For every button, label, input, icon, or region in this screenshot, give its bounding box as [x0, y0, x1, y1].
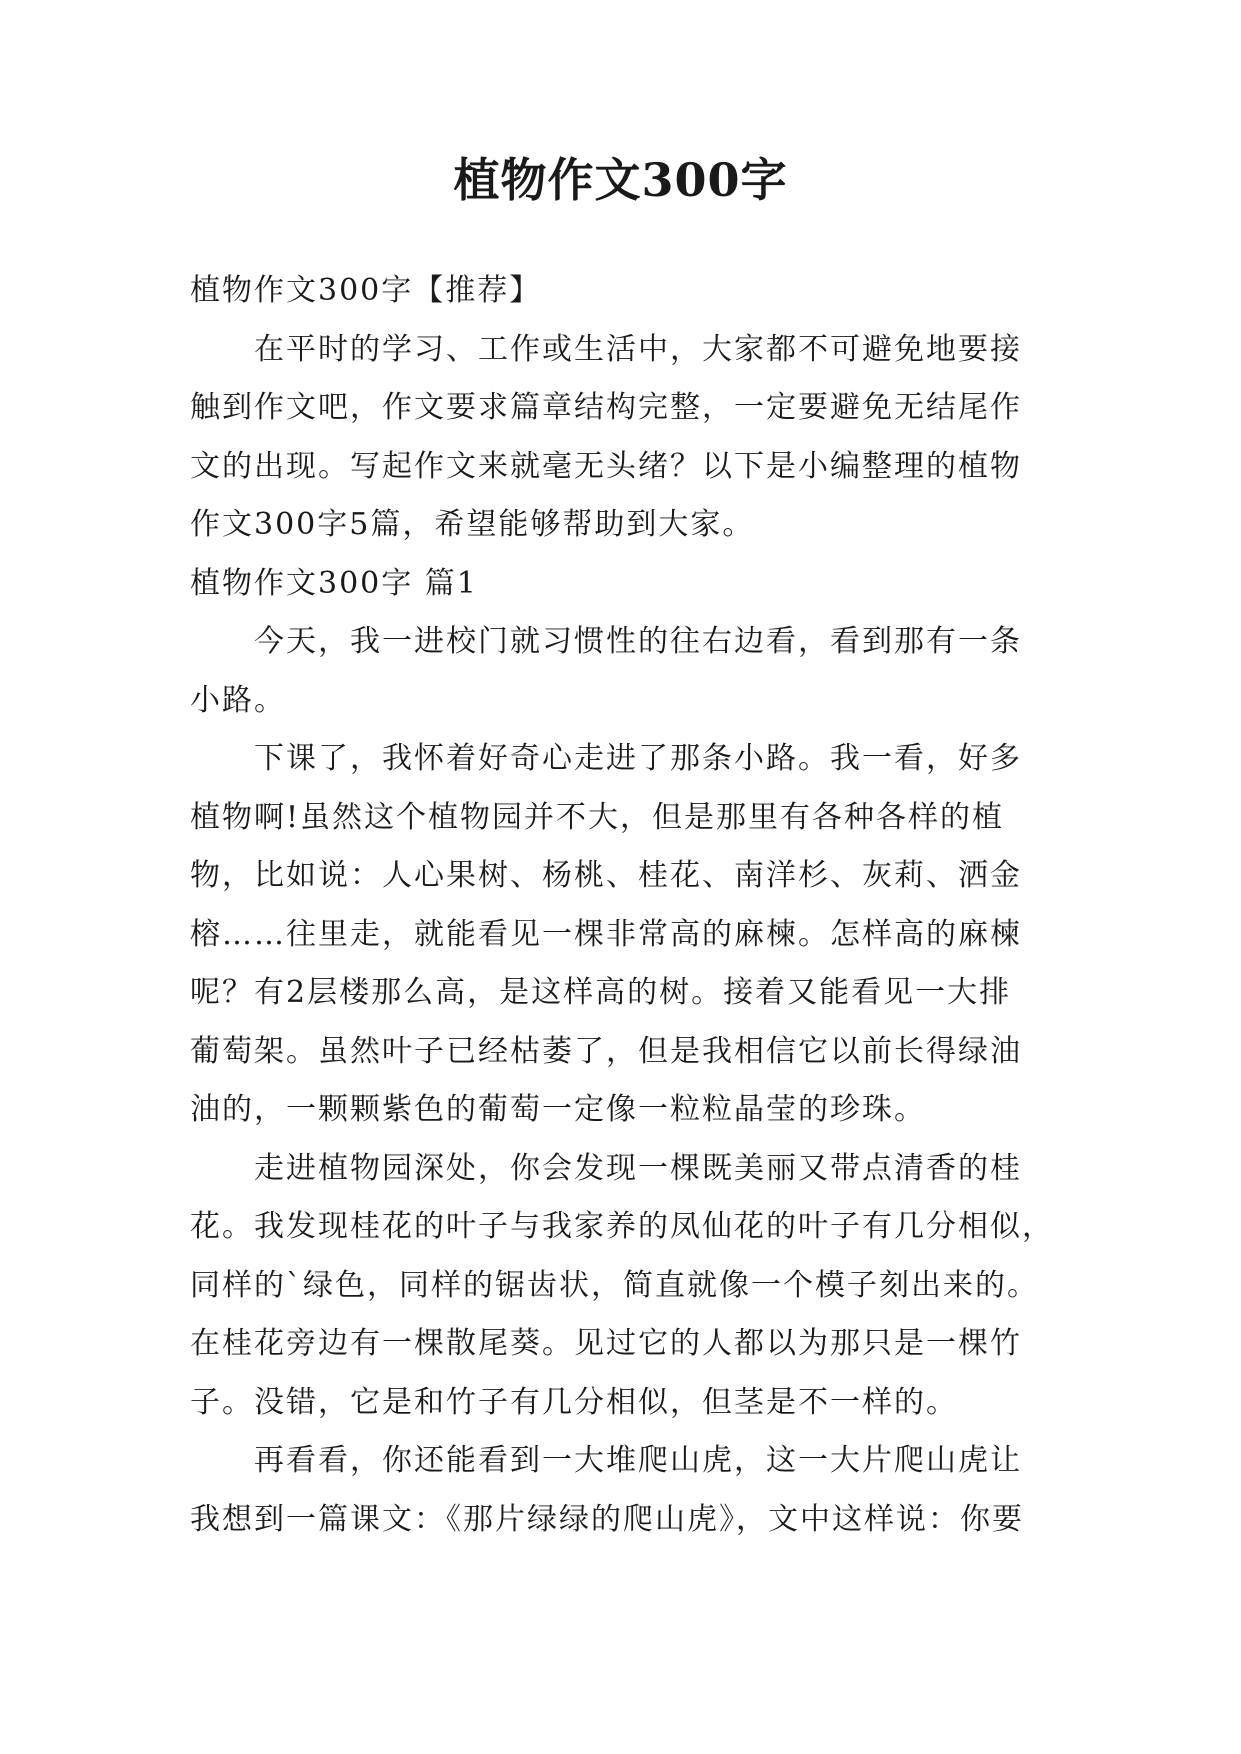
text-line: 我想到一篇课文：《那片绿绿的爬山虎》，文中这样说：你要	[190, 1501, 1024, 1537]
text-line: 作文300字5篇，希望能够帮助到大家。	[190, 507, 755, 542]
text-line: 植物作文300字【推荐】	[190, 273, 542, 308]
text-line: 在桂花旁边有一棵散尾葵。见过它的人都以为那只是一棵竹	[190, 1326, 1022, 1361]
text-line: 在平时的学习、工作或生活中，大家都不可避免地要接	[254, 331, 1022, 367]
text-line: 植物啊!虽然这个植物园并不大，但是那里有各种各样的植	[190, 799, 1005, 835]
text-line: 走进植物园深处，你会发现一棵既美丽又带点清香的桂	[254, 1150, 1022, 1186]
text-line: 物，比如说：人心果树、杨桃、桂花、南洋杉、灰莉、洒金	[190, 858, 1022, 893]
text-line: 子。没错，它是和竹子有几分相似，但茎是不一样的。	[190, 1384, 958, 1420]
text-line: 触到作文吧，作文要求篇章结构完整，一定要避免无结尾作	[190, 390, 1022, 425]
document-title: 植物作文300字	[453, 153, 788, 207]
text-line: 呢？有2层楼那么高，是这样高的树。接着又能看见一大排	[190, 975, 1012, 1010]
text-line: 油的，一颗颗紫色的葡萄一定像一粒粒晶莹的珍珠。	[190, 1092, 926, 1127]
text-line: 文的出现。写起作文来就毫无头绪？以下是小编整理的植物	[190, 448, 1022, 484]
document-body	[190, 262, 1060, 1549]
text-line: 小路。	[190, 682, 286, 718]
text-line: 花。我发现桂花的叶子与我家养的凤仙花的叶子有几分相似，	[190, 1209, 1054, 1244]
text-line: 榕……往里走，就能看见一棵非常高的麻楝。怎样高的麻楝	[190, 916, 1022, 952]
text-line: 再看看，你还能看到一大堆爬山虎，这一大片爬山虎让	[254, 1443, 1022, 1478]
text-line: 植物作文300字 篇1	[190, 565, 478, 601]
text-line: 下课了，我怀着好奇心走进了那条小路。我一看，好多	[254, 741, 1022, 776]
text-line: 同样的`绿色，同样的锯齿状，简直就像一个模子刻出来的。	[190, 1267, 1039, 1303]
text-line: 今天，我一进校门就习惯性的往右边看，看到那有一条	[254, 624, 1022, 659]
text-line: 葡萄架。虽然叶子已经枯萎了，但是我相信它以前长得绿油	[190, 1033, 1022, 1069]
